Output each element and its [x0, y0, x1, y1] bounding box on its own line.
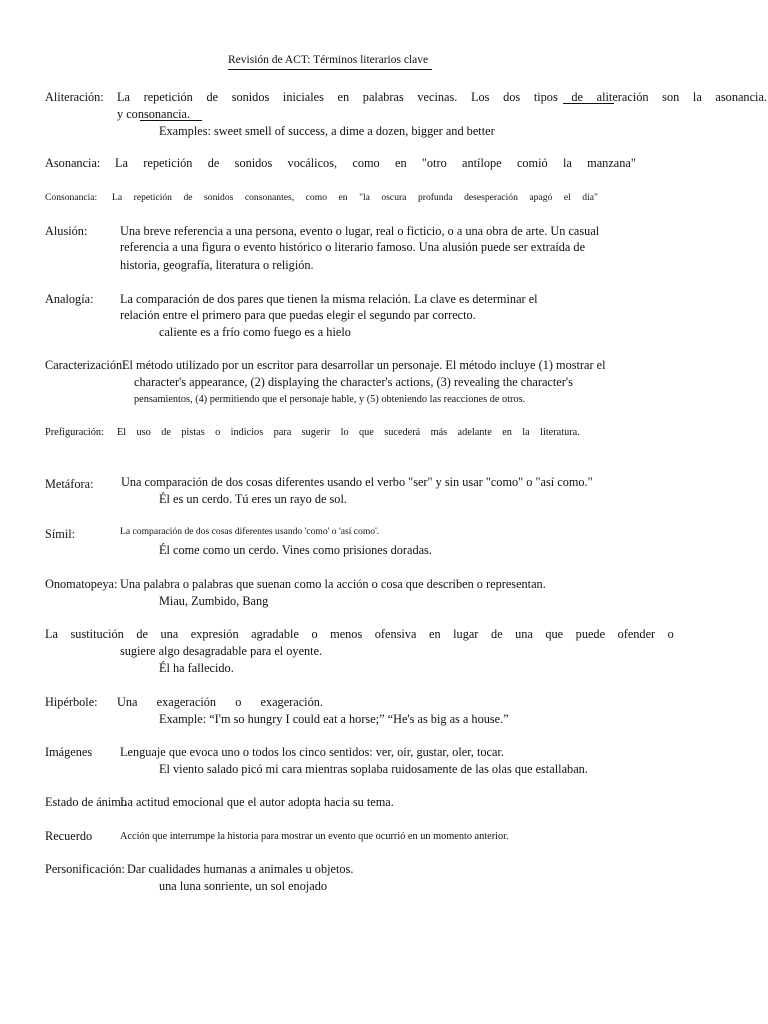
term-personificacion: Personificación:: [45, 862, 125, 876]
term-recuerdo: Recuerdo: [45, 829, 93, 843]
example-aliteracion: Examples: sweet smell of success, a dime a dozen, bigger and better: [159, 124, 495, 138]
example-personificacion: una luna sonriente, un sol enojado: [159, 879, 328, 893]
term-caracterizacion: Caracterización:: [45, 358, 126, 372]
example-hiperbole: Example: “I'm so hungry I could eat a horse;” “He's as big as a house.”: [159, 712, 509, 726]
term-aliteracion: Aliteración:: [45, 90, 104, 104]
definition-caracterizacion-line1: El método utilizado por un escritor para desarrollar un personaje. El método incluye (1) mostrar el: [122, 358, 606, 372]
example-metafora: Él es un cerdo. Tú eres un rayo de sol.: [159, 492, 347, 506]
definition-personificacion: Dar cualidades humanas a animales u objetos.: [127, 862, 354, 876]
definition-simil: La comparación de dos cosas diferentes usando 'como' o 'así como'.: [120, 526, 380, 537]
term-metafora: Metáfora:: [45, 477, 94, 491]
definition-caracterizacion-line3: pensamientos, (4) permitiendo que el personaje hable, y (5) obteniendo las reacciones de otros.: [134, 394, 526, 405]
definition-analogia-line2: relación entre el primero para que puedas elegir el segundo par correcto.: [120, 308, 476, 322]
term-prefiguracion: Prefiguración:: [45, 427, 104, 438]
underline-mark: [140, 120, 202, 121]
definition-imagenes: Lenguaje que evoca uno o todos los cinco sentidos: ver, oír, gustar, oler, tocar.: [120, 745, 504, 759]
definition-onomatopeya: Una palabra o palabras que suenan como la acción o cosa que describen o representan.: [120, 577, 546, 591]
definition-aliteracion-line1: La repetición de sonidos iniciales en palabras vecinas. Los dos tipos de aliteración son la asonancia.: [117, 90, 767, 104]
term-consonancia: Consonancia:: [45, 192, 98, 203]
definition-consonancia: La repetición de sonidos consonantes, como en "la oscura profunda desesperación apagó el día": [112, 192, 598, 203]
example-eufemismo: Él ha fallecido.: [159, 661, 234, 675]
term-estado-de-animo: Estado de ánimo: [45, 795, 127, 809]
term-imagenes: Imágenes: [45, 745, 93, 759]
definition-eufemismo-line2: sugiere algo desagradable para el oyente.: [120, 644, 323, 658]
definition-metafora: Una comparación de dos cosas diferentes usando el verbo "ser" y sin usar "como" o "así como.": [121, 475, 593, 489]
example-onomatopeya: Miau, Zumbido, Bang: [159, 594, 269, 608]
example-simil: Él come como un cerdo. Vines como prisiones doradas.: [159, 543, 432, 557]
definition-alusion-line2: referencia a una figura o evento histórico o literario famoso. Una alusión puede ser extraída de: [120, 240, 586, 254]
definition-alusion-line1: Una breve referencia a una persona, evento o lugar, real o ficticio, o a una obra de arte. Un casual: [120, 224, 600, 238]
title-underline: [228, 69, 432, 70]
term-analogia: Analogía:: [45, 292, 94, 306]
term-hiperbole: Hipérbole:: [45, 695, 98, 709]
definition-estado-de-animo: La actitud emocional que el autor adopta hacia su tema.: [120, 795, 394, 809]
definition-eufemismo-line1: La sustitución de una expresión agradable o menos ofensiva en lugar de una que puede ofender o: [45, 627, 674, 641]
definition-caracterizacion-line2: character's appearance, (2) displaying the character's actions, (3) revealing the character's: [134, 375, 573, 389]
example-imagenes: El viento salado picó mi cara mientras soplaba ruidosamente de las olas que estallaban.: [159, 762, 588, 776]
term-alusion: Alusión:: [45, 224, 88, 238]
example-analogia: caliente es a frío como fuego es a hielo: [159, 325, 351, 339]
definition-prefiguracion: El uso de pistas o indicios para sugerir lo que sucederá más adelante en la literatura.: [117, 427, 580, 438]
underline-mark: [563, 103, 614, 104]
term-simil: Símil:: [45, 527, 76, 541]
document-title: Revisión de ACT: Términos literarios clave: [228, 54, 429, 66]
definition-analogia-line1: La comparación de dos pares que tienen la misma relación. La clave es determinar el: [120, 292, 538, 306]
definition-hiperbole: Una exageración o exageración.: [117, 695, 323, 709]
term-asonancia: Asonancia:: [45, 156, 101, 170]
definition-alusion-line3: historia, geografía, literatura o religión.: [120, 258, 314, 272]
definition-asonancia: La repetición de sonidos vocálicos, como en "otro antílope comió la manzana": [115, 156, 636, 170]
term-onomatopeya: Onomatopeya:: [45, 577, 118, 591]
definition-recuerdo: Acción que interrumpe la historia para mostrar un evento que ocurrió en un momento anterior.: [120, 831, 509, 842]
definition-aliteracion-line2: y consonancia.: [117, 107, 191, 121]
